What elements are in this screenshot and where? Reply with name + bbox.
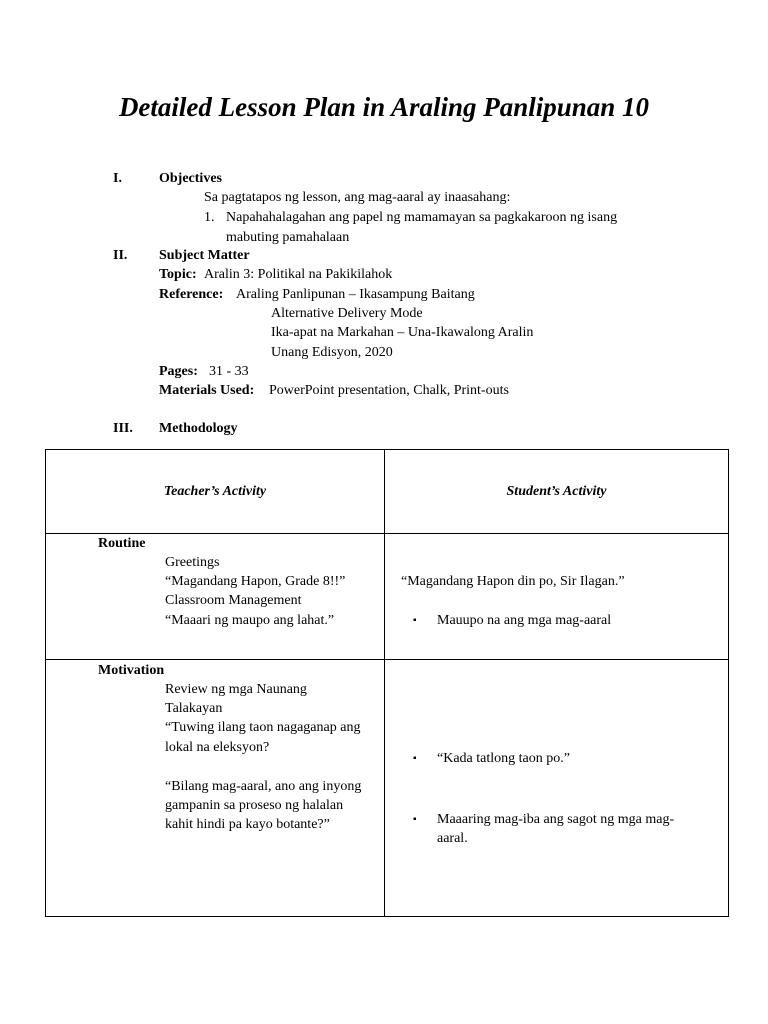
table-row: [46, 660, 729, 917]
routine-heading: Routine: [98, 536, 146, 551]
methodology-table: [45, 449, 729, 917]
topic-value: Aralin 3: Politikal na Pakikilahok: [204, 267, 393, 282]
reference-label: Reference:: [159, 287, 224, 302]
objective-item-number: 1.: [204, 210, 215, 225]
motivation-q2-line3: kahit hindi pa kayo botante?”: [165, 817, 330, 832]
bullet-dot-icon: ▪: [413, 753, 417, 764]
section-heading-subject: Subject Matter: [159, 248, 250, 263]
document-title: Detailed Lesson Plan in Araling Panlipunan 10: [118, 92, 650, 122]
objective-intro: Sa pagtatapos ng lesson, ang mag-aaral ay inaasahang:: [204, 190, 511, 205]
motivation-heading: Motivation: [98, 663, 165, 678]
header-teacher-activity: Teacher’s Activity: [46, 450, 385, 534]
materials-value: PowerPoint presentation, Chalk, Print-outs: [269, 383, 509, 398]
reference-line: Araling Panlipunan – Ikasampung Baitang: [236, 287, 475, 302]
bullet-dot-icon: ▪: [413, 814, 417, 825]
section-numeral-subject: II.: [113, 248, 128, 263]
reference-line: Ika-apat na Markahan – Una-Ikawalong Aralin: [271, 325, 534, 340]
table-row: [46, 534, 729, 660]
section-numeral-objectives: I.: [113, 171, 122, 186]
motivation-student-cell: [385, 660, 729, 917]
section-numeral-methodology: III.: [113, 421, 133, 436]
objective-item-line2: mabuting pamahalaan: [226, 230, 350, 245]
bullet-dot-icon: ▪: [413, 615, 417, 626]
motivation-answer2-line1: Maaaring mag-iba ang sagot ng mga mag-: [437, 812, 675, 827]
routine-student-bullet: Mauupo na ang mga mag-aaral: [437, 613, 612, 628]
reference-line: Alternative Delivery Mode: [271, 306, 423, 321]
motivation-q1-line2: lokal na eleksyon?: [165, 740, 270, 755]
motivation-answer2-line2: aaral.: [437, 831, 468, 846]
routine-student-cell: [385, 534, 729, 660]
routine-greetings: Greetings: [165, 555, 220, 570]
pages-label: Pages:: [159, 364, 198, 379]
motivation-q1-line1: “Tuwing ilang taon nagaganap ang: [165, 720, 361, 735]
motivation-q2-line2: gampanin sa proseso ng halalan: [165, 798, 344, 813]
materials-label: Materials Used:: [159, 383, 255, 398]
section-heading-methodology: Methodology: [159, 421, 238, 436]
motivation-review-line1: Review ng mga Naunang: [165, 682, 307, 697]
reference-line: Unang Edisyon, 2020: [271, 345, 393, 360]
routine-classroom-quote: “Maaari ng maupo ang lahat.”: [165, 613, 335, 628]
motivation-q2-line1: “Bilang mag-aaral, ano ang inyong: [165, 779, 362, 794]
pages-value: 31 - 33: [209, 364, 249, 379]
motivation-answer1: “Kada tatlong taon po.”: [437, 751, 570, 766]
motivation-review-line2: Talakayan: [165, 701, 223, 716]
objective-item-line1: Napahahalagahan ang papel ng mamamayan sa pagkakaroon ng isang: [226, 210, 618, 225]
routine-classroom: Classroom Management: [165, 593, 302, 608]
routine-teacher-cell: [46, 534, 385, 660]
header-student-activity: Student’s Activity: [385, 450, 729, 534]
routine-student-reply: “Magandang Hapon din po, Sir Ilagan.”: [401, 574, 625, 589]
routine-greetings-quote: “Magandang Hapon, Grade 8!!”: [165, 574, 346, 589]
section-heading-objectives: Objectives: [159, 171, 222, 186]
topic-label: Topic:: [159, 267, 197, 282]
motivation-teacher-cell: [46, 660, 385, 917]
